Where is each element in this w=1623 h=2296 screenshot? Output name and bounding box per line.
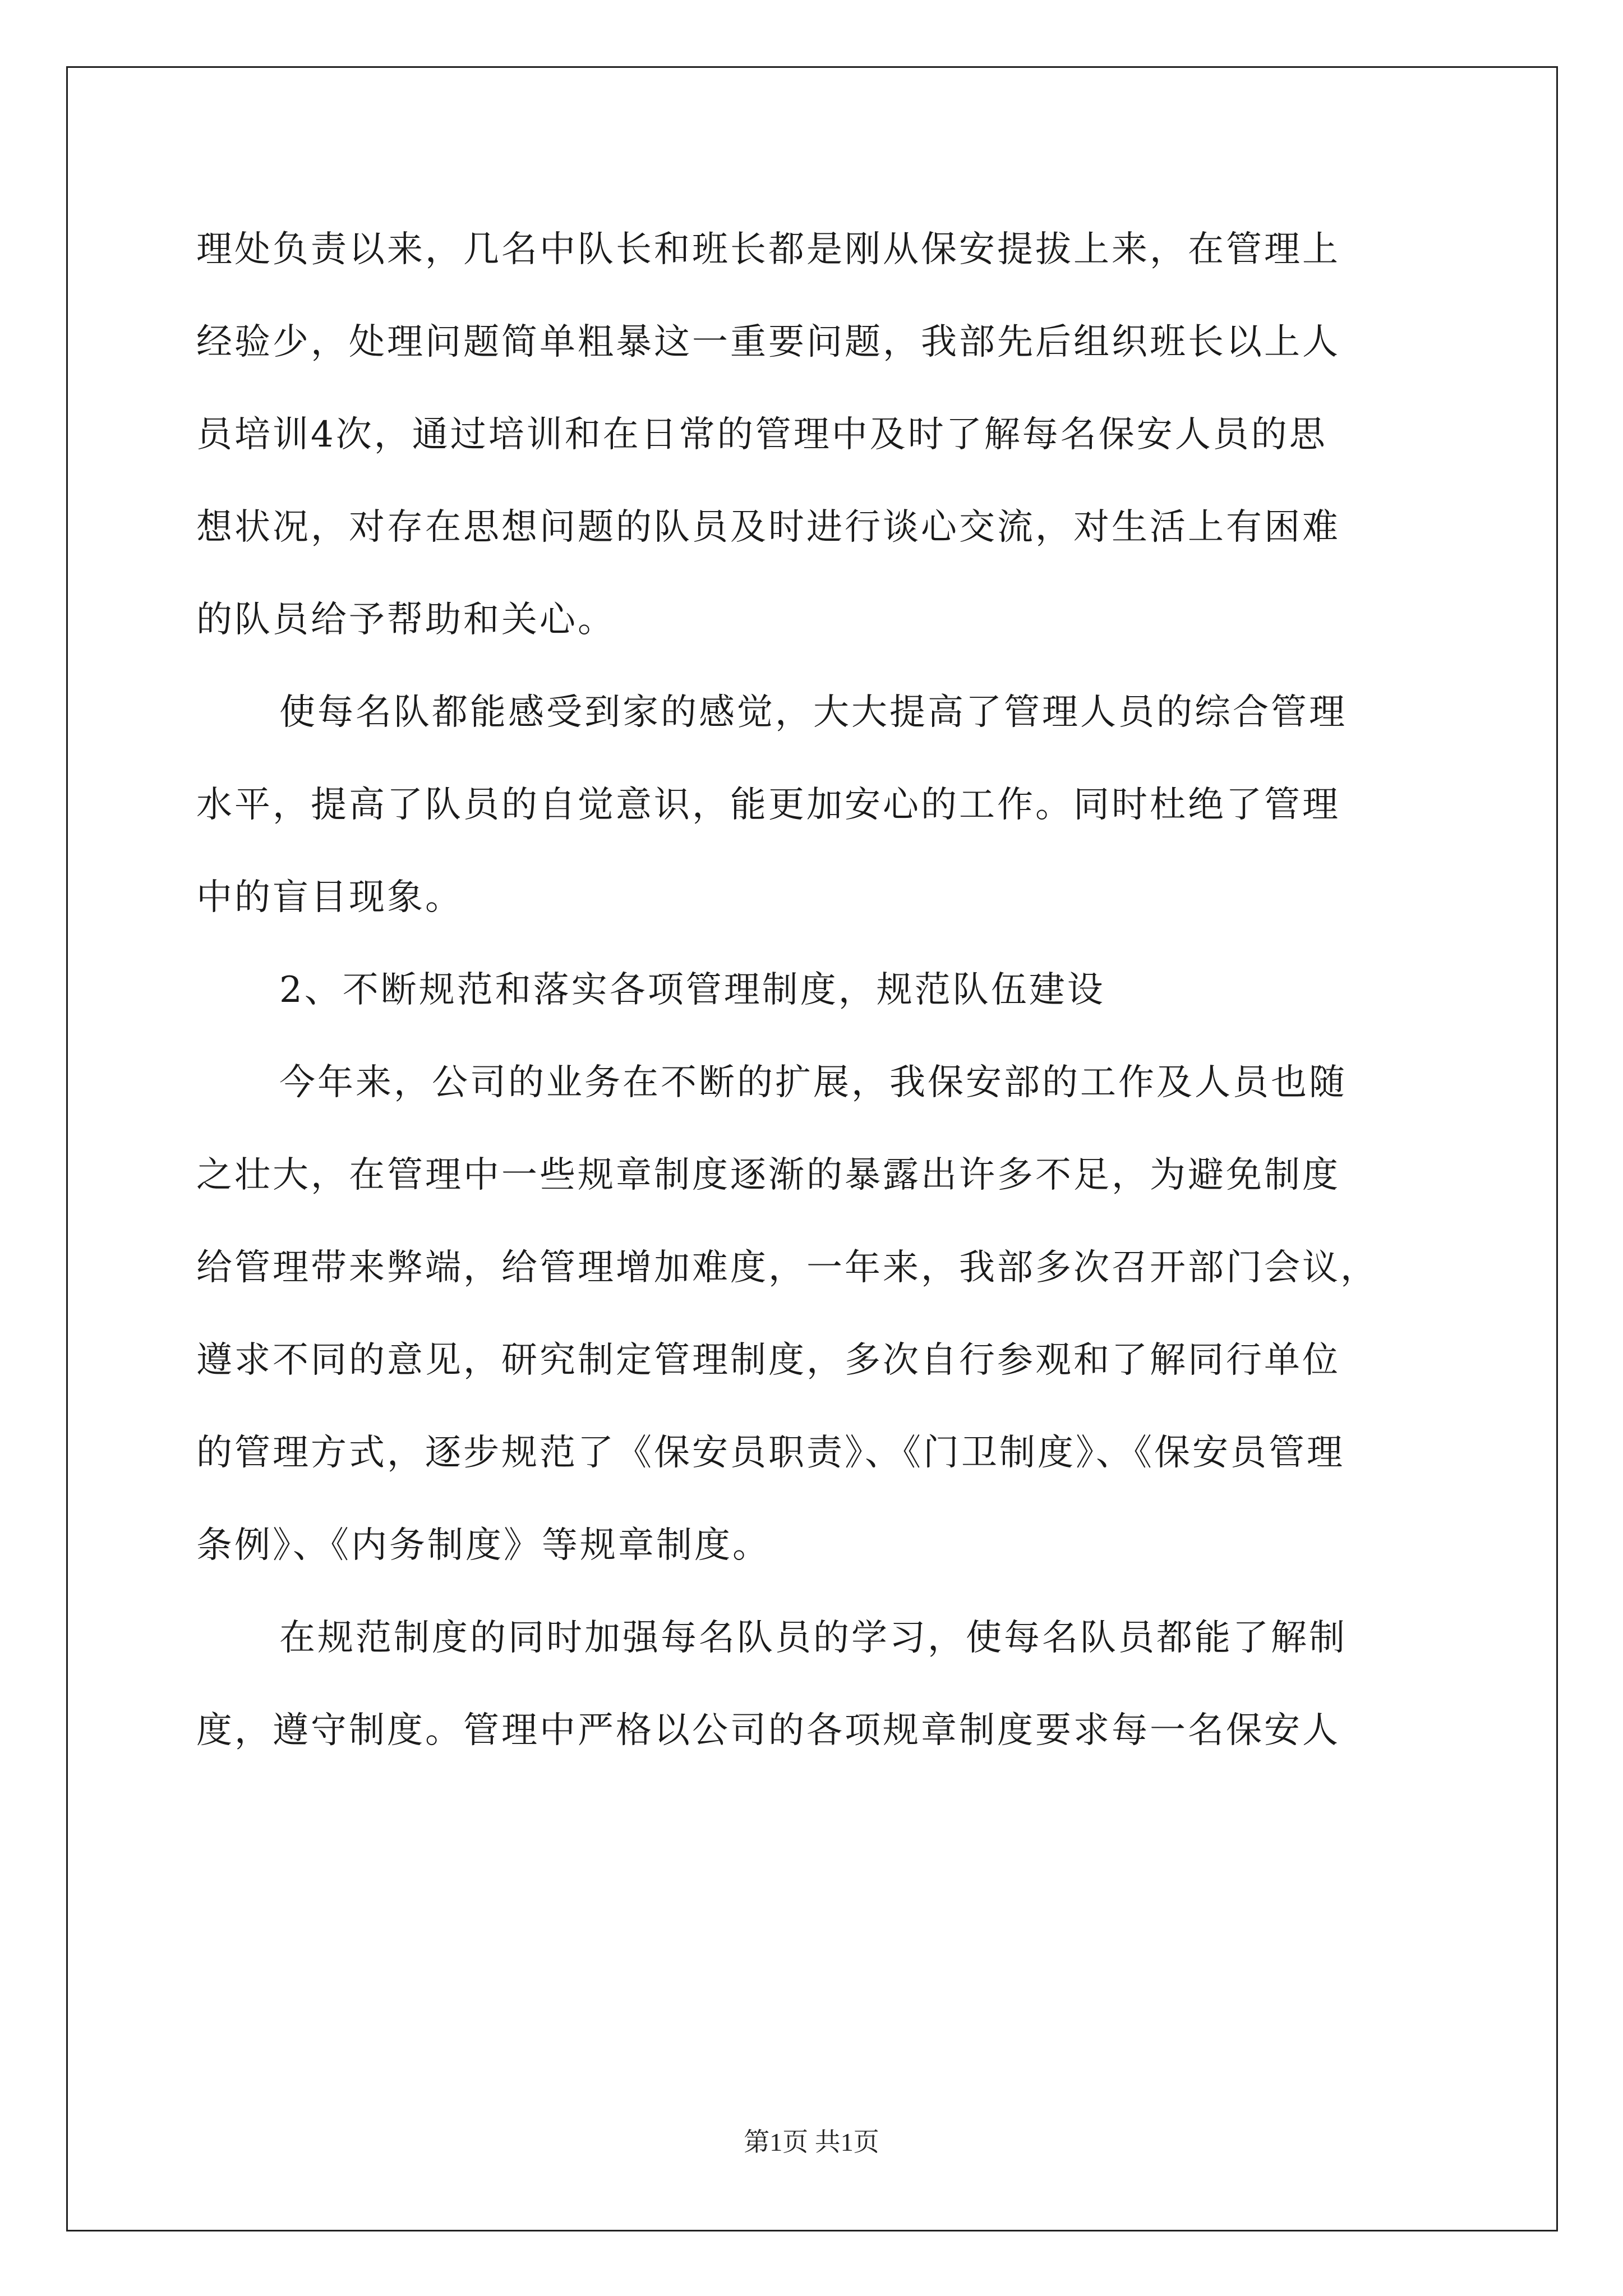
paragraph-start-line: 今年来，公司的业务在不断的扩展，我保安部的工作及人员也随 [279,1062,1347,1103]
text-line: 的管理方式，逐步规范了《保安员职责》、《门卫制度》、《保安员管理 [196,1432,1345,1474]
text-line: 给管理带来弊端，给管理增加难度，一年来，我部多次召开部门会议， [196,1247,1378,1289]
section-heading: 2、不断规范和落实各项管理制度，规范队伍建设 [279,969,1105,1011]
text-line: 员培训4次，通过培训和在日常的管理中及时了解每名保安人员的思 [196,414,1327,455]
document-body [196,222,1430,1795]
text-line: 的队员给予帮助和关心。 [196,599,616,641]
text-line: 理处负责以来，几名中队长和班长都是刚从保安提拔上来，在管理上 [196,229,1340,270]
text-line: 水平，提高了队员的自觉意识，能更加安心的工作。同时杜绝了管理 [196,784,1340,826]
paragraph-start-line: 使每名队都能感受到家的感觉，大大提高了管理人员的综合管理 [279,692,1347,733]
text-line: 中的盲目现象。 [196,877,463,918]
paragraph-start-line: 在规范制度的同时加强每名队员的学习，使每名队员都能了解制 [279,1617,1347,1659]
text-line: 想状况，对存在思想问题的队员及时进行谈心交流，对生活上有困难 [196,507,1340,548]
text-line: 之壮大，在管理中一些规章制度逐渐的暴露出许多不足，为避免制度 [196,1154,1340,1196]
text-line: 经验少，处理问题简单粗暴这一重要问题，我部先后组织班长以上人 [196,321,1340,363]
page-number-footer: 第1页 共1页 [744,2128,879,2156]
text-line: 遵求不同的意见，研究制定管理制度，多次自行参观和了解同行单位 [196,1340,1340,1381]
text-line: 度，遵守制度。管理中严格以公司的各项规章制度要求每一名保安人 [196,1710,1340,1751]
text-line: 条例》、《内务制度》等规章制度。 [196,1525,771,1566]
